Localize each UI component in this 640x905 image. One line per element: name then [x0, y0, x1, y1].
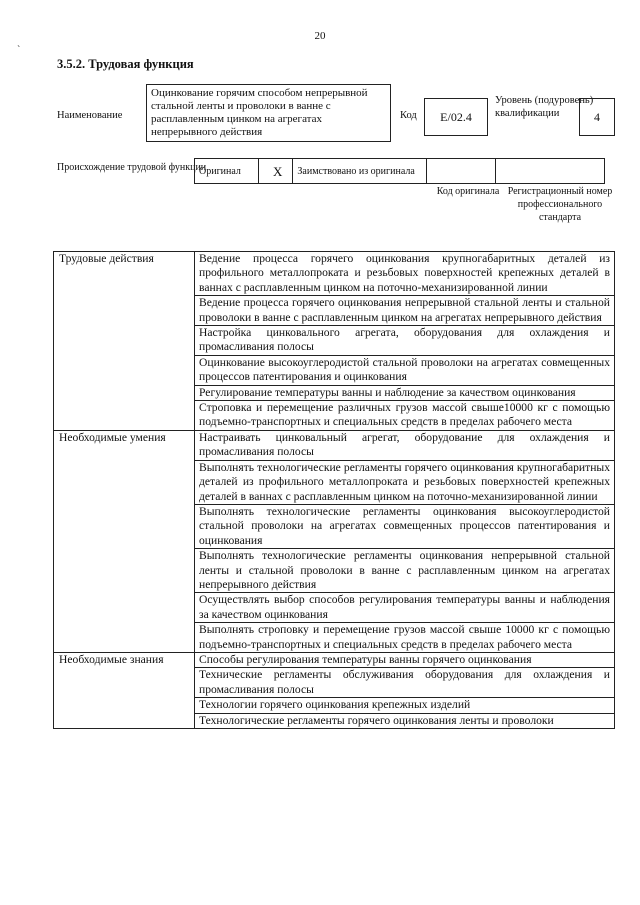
item-cell: Ведение процесса горячего оцинкования непрерывной стальной ленты и стальной проволоки в ванне с расплавленным цинком на агрегатах непрерывного действия — [195, 296, 615, 326]
table-row — [54, 252, 615, 296]
origin-table — [194, 158, 605, 184]
item-cell: Выполнять строповку и перемещение грузов массой свыше 10000 кг с помощью подъемно-транспортных и специальных средств в пределах рабочего места — [195, 623, 615, 653]
item-cell: Строповка и перемещение различных грузов массой свыше10000 кг с помощью подъемно-транспортных и специальных средств в пределах рабочего места — [195, 401, 615, 431]
origin-block — [57, 158, 613, 238]
item-cell: Технологии горячего оцинкования крепежных изделий — [195, 698, 615, 713]
function-name: Оцинкование горячим способом непрерывной стальной ленты и проволоки в ванне с расплавленным цинком на агрегатах непрерывного действия — [146, 84, 391, 142]
level-label: Уровень (подуровень) квалификации — [495, 95, 594, 119]
function-header — [57, 84, 613, 150]
borrowed-label: Заимствовано из оригинала — [293, 159, 427, 184]
category-cell: Необходимые умения — [54, 430, 195, 652]
original-mark: X — [259, 159, 293, 184]
item-cell: Способы регулирования температуры ванны горячего оцинкования — [195, 652, 615, 667]
item-cell: Настраивать цинковальный агрегат, оборудование для охлаждения и промасливания полосы — [195, 430, 615, 460]
item-cell: Ведение процесса горячего оцинкования крупногабаритных деталей из профильного металлопроката и резьбовых поверхностей крепежных деталей в ваннах с расплавленным цинком на поточно-механизированной линии — [195, 252, 615, 296]
item-cell: Выполнять технологические регламенты оцинкования непрерывной стальной ленты и стальной проволоки в ванне с расплавленным цинком на агрегатах непрерывного действия — [195, 549, 615, 593]
item-cell: Регулирование температуры ванны и наблюдение за качеством оцинкования — [195, 385, 615, 400]
code-label: Код — [400, 110, 417, 121]
original-code-cell — [427, 159, 496, 184]
item-cell: Технические регламенты обслуживания оборудования для охлаждения и промасливания полосы — [195, 668, 615, 698]
function-code: E/02.4 — [424, 98, 488, 136]
category-cell: Трудовые действия — [54, 252, 195, 431]
item-cell: Оцинкование высокоуглеродистой стальной проволоки на агрегатах совмещенных процессов патентирования и оцинкования — [195, 355, 615, 385]
section-title: 3.5.2. Трудовая функция — [57, 57, 194, 71]
function-table — [53, 251, 615, 729]
table-row — [54, 652, 615, 667]
item-cell: Выполнять технологические регламенты оцинкования высокоуглеродистой стальной проволоки на агрегатах совмещенных процессов патентирования и оцинкования — [195, 504, 615, 548]
item-cell: Осуществлять выбор способов регулирования температуры ванны и наблюдения за качеством оцинкования — [195, 593, 615, 623]
item-cell: Настройка цинковального агрегата, оборудования для охлаждения и промасливания полосы — [195, 326, 615, 356]
registration-number-cell — [496, 159, 605, 184]
name-label: Наименование — [57, 110, 123, 121]
qualification-level: 4 — [579, 98, 615, 136]
category-cell: Необходимые знания — [54, 652, 195, 728]
original-label: Оригинал — [195, 159, 259, 184]
margin-mark: ` — [17, 45, 21, 56]
page-number: 20 — [314, 30, 326, 42]
origin-label: Происхождение трудовой функции — [57, 162, 207, 173]
table-row — [54, 430, 615, 460]
item-cell: Технологические регламенты горячего оцинкования ленты и проволоки — [195, 713, 615, 728]
item-cell: Выполнять технологические регламенты горячего оцинкования крупногабаритных деталей из профильного металлопроката и резьбовых поверхностей крепежных деталей в ваннах с расплавленным цинком на поточно-механизированной линии — [195, 460, 615, 504]
registration-caption: Регистрационный номер профессионального стандарта — [507, 186, 613, 223]
original-code-caption: Код оригинала — [436, 186, 500, 197]
